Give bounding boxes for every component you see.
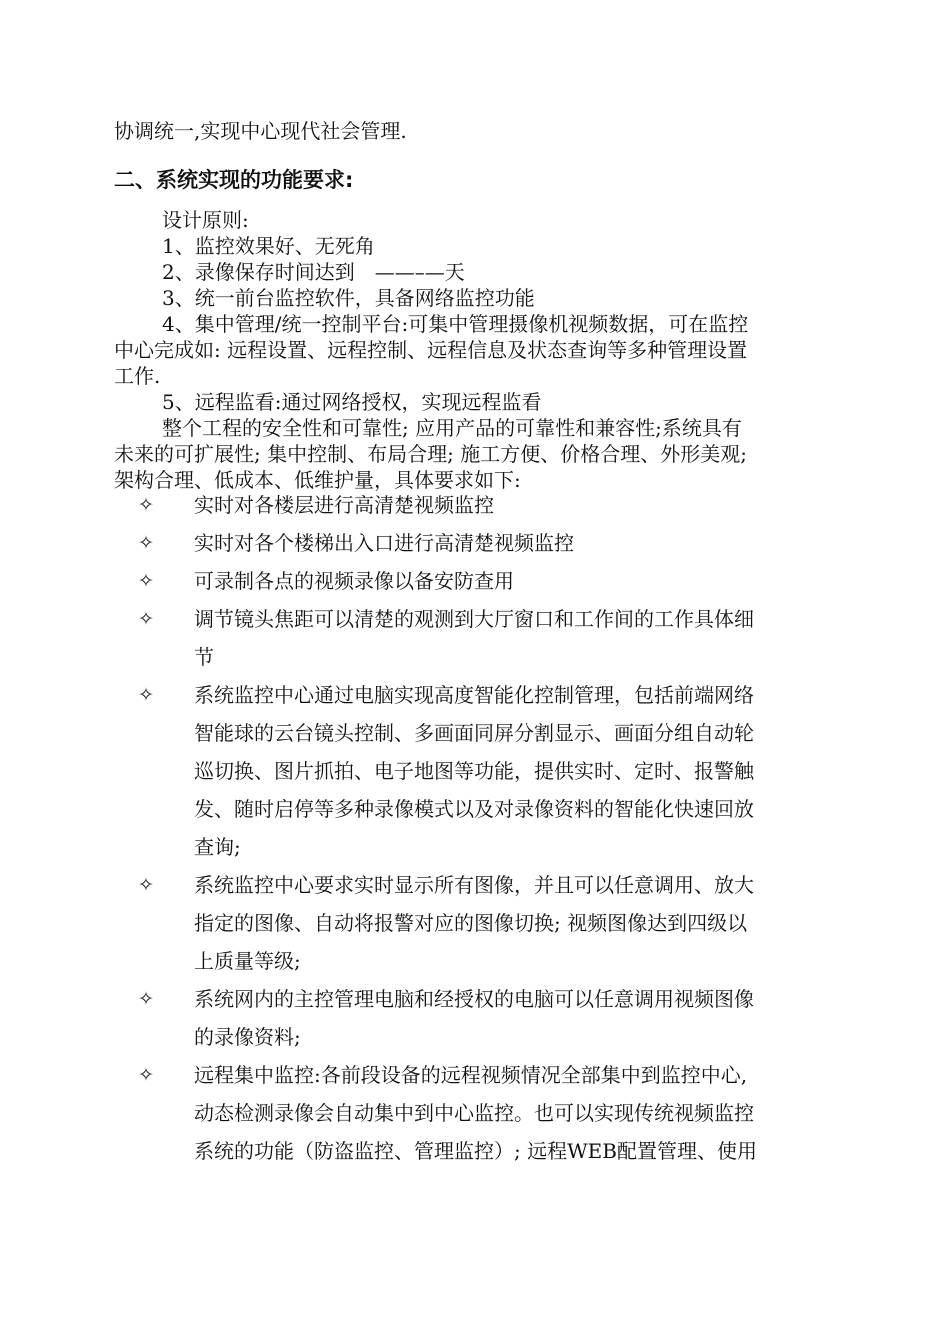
list-item-text-line: 远程集中监控:各前段设备的远程视频情况全部集中到监控中心, — [194, 1063, 748, 1087]
diamond-bullet-icon: ✧ — [138, 874, 154, 896]
diamond-bullet-icon: ✧ — [138, 570, 154, 592]
requirements-list — [134, 486, 834, 1170]
diamond-bullet-icon: ✧ — [138, 608, 154, 630]
list-item-text-line: 系统的功能（防盗监控、管理监控）; 远程WEB配置管理、使用 — [194, 1139, 757, 1163]
list-item-text-line: 系统网内的主控管理电脑和经授权的电脑可以任意调用视频图像 — [194, 987, 754, 1011]
diamond-bullet-icon: ✧ — [138, 494, 154, 516]
list-item-text-line: 动态检测录像会自动集中到中心监控。也可以实现传统视频监控 — [194, 1101, 754, 1125]
diamond-bullet-icon: ✧ — [138, 1064, 154, 1086]
list-item-text-line: 的录像资料; — [194, 1025, 301, 1049]
list-item — [134, 1056, 834, 1170]
list-item-text-line: 实时对各个楼梯出入口进行高清楚视频监控 — [194, 531, 574, 555]
list-item-text-line: 节 — [194, 645, 214, 669]
list-item-text-line: 实时对各楼层进行高清楚视频监控 — [194, 493, 494, 517]
list-item-text-line: 智能球的云台镜头控制、多画面同屏分割显示、画面分组自动轮 — [194, 721, 754, 745]
list-item — [134, 524, 834, 562]
principle-2: 2、录像保存时间达到 ——–—天 — [162, 260, 465, 284]
list-item-text-line: 系统监控中心通过电脑实现高度智能化控制管理，包括前端网络 — [194, 683, 754, 707]
list-item-text-line: 可录制各点的视频录像以备安防查用 — [194, 569, 514, 593]
overall-line-2: 未来的可扩展性; 集中控制、布局合理; 施工方便、价格合理、外形美观; — [114, 442, 747, 466]
intro-line: 协调统一,实现中心现代社会管理. — [114, 119, 407, 143]
list-item-text-line: 上质量等级; — [194, 949, 301, 973]
section-title: 二、系统实现的功能要求: — [114, 168, 354, 192]
principle-3: 3、统一前台监控软件，具备网络监控功能 — [162, 286, 535, 310]
list-item-text-line: 指定的图像、自动将报警对应的图像切换; 视频图像达到四级以 — [194, 911, 748, 935]
list-item-text-line: 发、随时启停等多种录像模式以及对录像资料的智能化快速回放 — [194, 797, 754, 821]
list-item — [134, 562, 834, 600]
list-item-text-line: 查询; — [194, 835, 241, 859]
diamond-bullet-icon: ✧ — [138, 988, 154, 1010]
diamond-bullet-icon: ✧ — [138, 532, 154, 554]
overall-line-1: 整个工程的安全性和可靠性; 应用产品的可靠性和兼容性;系统具有 — [162, 416, 742, 440]
list-item — [134, 676, 834, 866]
design-heading: 设计原则: — [162, 208, 249, 232]
principle-4-line-1: 4、集中管理/统一控制平台:可集中管理摄像机视频数据，可在监控 — [162, 312, 749, 336]
diamond-bullet-icon: ✧ — [138, 684, 154, 706]
overall-line-3: 架构合理、低成本、低维护量，具体要求如下: — [114, 468, 521, 492]
list-item — [134, 866, 834, 980]
list-item-text-line: 系统监控中心要求实时显示所有图像，并且可以任意调用、放大 — [194, 873, 754, 897]
list-item-text-line: 调节镜头焦距可以清楚的观测到大厅窗口和工作间的工作具体细 — [194, 607, 754, 631]
list-item — [134, 486, 834, 524]
principle-4-line-3: 工作. — [114, 364, 161, 388]
list-item — [134, 980, 834, 1056]
principle-5: 5、远程监看:通过网络授权，实现远程监看 — [162, 390, 542, 414]
list-item — [134, 600, 834, 676]
list-item-text-line: 巡切换、图片抓拍、电子地图等功能，提供实时、定时、报警触 — [194, 759, 754, 783]
principle-4-line-2: 中心完成如: 远程设置、远程控制、远程信息及状态查询等多种管理设置 — [114, 338, 748, 362]
principle-1: 1、监控效果好、无死角 — [162, 234, 375, 258]
